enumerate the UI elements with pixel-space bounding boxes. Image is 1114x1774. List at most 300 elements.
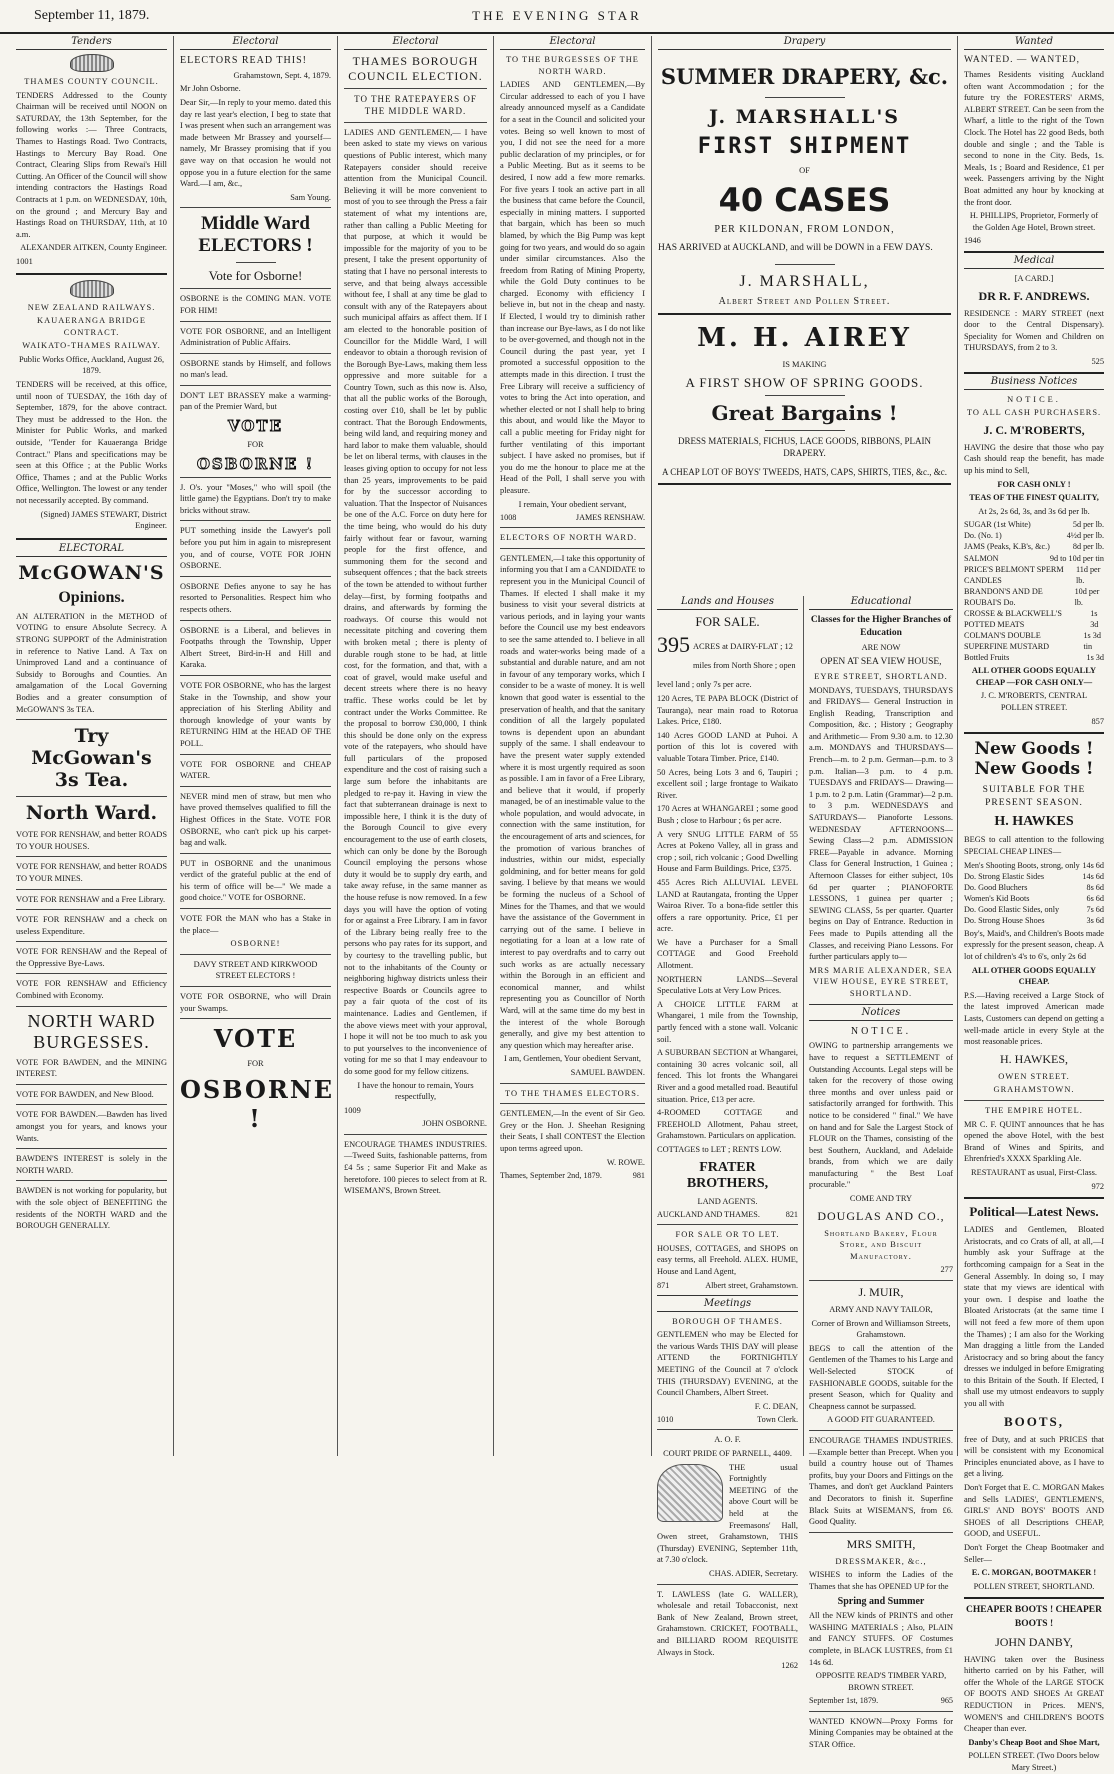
spring-show: A FIRST SHOW OF SPRING GOODS. [685, 374, 924, 390]
vote-item: VOTE FOR OSBORNE, who will Drain your Swamps. [180, 992, 331, 1013]
land-item: A CHOICE LITTLE FARM at Whangarei, 1 mile from the Township, partly fenced with a stone wall. Volcanic soil. [657, 999, 798, 1044]
sale-let-address: Albert street, Grahamstown. [705, 1280, 798, 1290]
land-item: 170 Acres at WHANGAREI ; some good Bush ; close to Harbour ; 6s per acre. [657, 804, 798, 825]
roberts-signature: J. C. M'ROBERTS, CENTRAL POLLEN STREET. [980, 691, 1088, 712]
lawless-ad: T. LAWLESS (late G. WALLER), wholesale and retail Tobacconist, next Bank of New Zealand, Brown street, Grahamstown. CRICKET, FOOTBALL, and BILLIARD ROOM REQUISITE Always in Stock. [657, 1589, 798, 1657]
issue-date: September 11, 1879. [34, 8, 150, 23]
letter-close: I remain, Your obedient servant, [518, 499, 627, 509]
vote-item: VOTE FOR RENSHAW and the Repeal of the Oppressive Bye-Laws. [16, 947, 167, 968]
hawkes-name: H. HAWKES [994, 814, 1074, 830]
muir-address: Corner of Brown and Williamson Streets, Grahamstown. [811, 1318, 951, 1340]
vote-item: VOTE FOR RENSHAW and a Free Library. [16, 894, 166, 904]
notice-heading: NOTICE. [850, 1025, 912, 1037]
restaurant-line: RESTAURANT as usual, First-Class. [971, 1167, 1097, 1177]
osborne-exclaim: OSBORNE! [230, 939, 281, 949]
mcgowan-body: AN ALTERATION in the METHOD of VOTING to ensure Absolute Secrecy. A STRONG SUPPORT of the Administration in reference to Native Land. A Tax on Unimproved Land and a continuance of Subsidy to Boroughs and Counties. An amalgamation of the Local Governing Bodies and a greater consumption of McGOWAN'S 3s TEA. [16, 611, 167, 714]
divider [775, 264, 835, 265]
roberts-name: J. C. M'ROBERTS, [983, 422, 1085, 437]
divider [180, 321, 331, 322]
hawkes-ps: P.S.—Having received a Large Stock of the latest improved American made Lasts, Customers can depend on getting a well-made article in every Style at the most reasonable prices. [964, 990, 1104, 1047]
middle-ward-heading: Middle Ward ELECTORS ! [198, 213, 313, 257]
ad-number: 525 [1091, 356, 1104, 366]
meeting-row [657, 1414, 798, 1425]
political-body: LADIES and Gentlemen, Bloated Aristocrats, and co Crats of all, at all,—I humbly ask your Suffrage at the forthcoming campaign for a Seat in the General Assembly. In doing so, I may state that my views are identical with your own. I despise and loathe the Bloated Aristocrats (at the same time I will not feed a few more of them upon the Thames) ; I am also for the Working Man dragging a little from the Landed Aristocracy and so bring about the fancy dresses we indulged in before Emigrating to this Britain of the South. If Elected, I shall use my utmost endeavors to supply you all with [964, 1225, 1104, 1409]
section-header: Wanted [964, 36, 1104, 50]
divider [16, 1148, 167, 1149]
lower-section [652, 596, 958, 1749]
price-row [964, 530, 1104, 541]
section-header: Electoral [500, 36, 645, 50]
shoe-value: 14s 6d [1082, 871, 1104, 881]
acreage-number: 395 [657, 632, 690, 657]
new-goods-headline: New Goods ! New Goods ! [974, 739, 1094, 780]
divider [16, 909, 167, 910]
card-label: [A CARD.] [1014, 274, 1054, 284]
section-header: Electoral [344, 36, 487, 50]
columns [10, 36, 1110, 1772]
divider [809, 1280, 953, 1281]
divider [16, 941, 167, 942]
big-vote-word: VOTE [213, 1024, 298, 1054]
smith-body-2: All the NEW kinds of PRINTS and other WASHING MATERIALS ; Also, PLAIN and FANCY STUFFS. OF Costumes complete, in BLACK LUSTRES, from £1 14s 6d. [809, 1611, 953, 1667]
classes-body: MONDAYS, TUESDAYS, THURSDAYS and FRIDAYS— General Instruction in English Reading, Transcription and Composition, &c. ; History ; Geography and Arithmetic— From 9.30 a.m. to 12.30 a.m. MONDAYS and THURSDAYS— French—m. to 2 p.m. German—p.m. to 3 p.m. Italian—3 p.m. to 4 p.m. TUESDAYS and FRIDAYS— Drawing—1 p.m. to 2 p.m. Latin (Grammar)—2 p.m. to 3 p.m. WEDNESDAYS and SATURDAYS— Pianoforte Lessons. WEDNESDAY AFTERNOONS— Sewing Class—2 p.m. ADMISSION FREE—Payable in advance. Morning Class for General Instruction, 1 Guinea ; Afternoon Classes for either subject, 10s 6d per quarter ; PIANOFORTE LESSONS, 1 guinea per quarter ; SEWING CLASS, 5s per quarter. Quarter begins on Day of Entrance. Reduction in Fees made to Pupils attending all the Classes, and receiving Piano Lessons. For further particulars apply to— [809, 685, 953, 962]
vote-item: VOTE FOR BAWDEN, and New Blood. [16, 1089, 154, 1099]
price-value: 8d per lb. [1072, 542, 1104, 552]
sale-let-heading: FOR SALE OR TO LET. [675, 1230, 780, 1240]
marshall-name: J. MARSHALL, [739, 272, 870, 290]
letter-signature: JOHN OSBORNE. [422, 1119, 487, 1129]
column-tenders [10, 36, 174, 1456]
vote-item: OSBORNE Defies anyone to say he has resorted to Personalities. Respect him who respects others. [180, 581, 331, 615]
shoe-list [964, 860, 1104, 926]
coat-of-arms-icon [70, 280, 114, 298]
cases-headline: 40 CASES [718, 180, 891, 219]
divider [809, 1711, 953, 1712]
frater-row [657, 1209, 798, 1220]
shoe-value: 6s 6d [1086, 893, 1104, 903]
office-place: Public Works Office, Auckland, August 26, 1879. [18, 354, 165, 376]
vote-item: VOTE FOR OSBORNE, and an Intelligent Administration of Public Affairs. [180, 326, 331, 348]
teas-heading: TEAS OF THE FINEST QUALITY, [969, 493, 1099, 503]
hawkes-body: BEGS to call attention to the following SPECIAL CHEAP LINES— [964, 835, 1104, 856]
vote-item: VOTE FOR RENSHAW, and better ROADS TO YOUR MINES. [16, 862, 167, 883]
tender-body: TENDERS Addressed to the County Chairman will be received until NOON on SATURDAY, the 13th September, for the following works :— Three Contracts, Thames to Hastings Road. Two Contracts, Hastings to Mercury Bay Road. One Contract, Clearing Slips from Rewai's Hill Cutting. An Officer of the Council will show intending contractors the Hastings Road Contracts at 1 p.m. on WEDNESDAY, 10th, on the ground ; and Mercury Bay and Hastings Road on THURSDAY, 11th, at 10 a.m. [16, 90, 167, 239]
letter-signature: SAMUEL BAWDEN. [570, 1067, 645, 1077]
divider [16, 1104, 167, 1105]
ad-number: 965 [940, 1696, 953, 1706]
borough-heading: BOROUGH OF THAMES. [672, 1316, 783, 1326]
letter-place: Thames, September 2nd, 1879. [500, 1171, 602, 1181]
empire-heading: THE EMPIRE HOTEL. [985, 1106, 1083, 1116]
price-row [964, 586, 1104, 608]
divider [16, 1084, 167, 1085]
shoe-value: 7s 6d [1086, 904, 1104, 914]
divider [180, 477, 331, 478]
phillips-signature: H. PHILLIPS, Proprietor, Formerly of the Golden Age Hotel, Brown street. [969, 211, 1099, 232]
smith-body: WISHES to inform the Ladies of the Thames that she has OPENED UP for the [809, 1570, 953, 1591]
column-electoral-north-ward [494, 36, 652, 1456]
divider [180, 954, 331, 955]
foresters-emblem-icon [657, 1464, 723, 1522]
divider [16, 856, 167, 857]
vote-item: OSBORNE is a Liberal, and believes in Footpaths through the Township, Upper Albert Street, Bird-in-H and Hill and Karaka. [180, 625, 331, 670]
frater-place: AUCKLAND AND THAMES. [657, 1210, 760, 1220]
divider [16, 1006, 167, 1007]
divider [658, 313, 951, 315]
letter-body: Dear Sir,—In reply to your memo. dated this day re last year's election, I beg to state that I was present when such an arrangement was made between Mr Brassey and yourself—namely, Mr Brassey promising that if you gave way on that occasion he would not oppose you in a future election for the same Ward.—I am, &c., [180, 97, 331, 189]
roberts-body: HAVING the desire that those who pay Cash should reap the benefit, has made up his mind to Sell, [964, 442, 1104, 475]
ad-number: 821 [785, 1210, 798, 1220]
masthead [0, 0, 1114, 34]
frater-title: LAND AGENTS. [697, 1196, 758, 1206]
shoe-row [964, 871, 1104, 882]
divider [500, 1083, 645, 1084]
meeting-title: Town Clerk. [757, 1415, 798, 1425]
marshall-address: Albert Street and Pollen Street. [718, 295, 891, 307]
vote-item: VOTE FOR BAWDEN.—Bawden has lived amongst you for years, and knows your Wants. [16, 1110, 167, 1143]
meeting-body: GENTLEMEN who may be Elected for the various Wards THIS DAY will please ATTEND the FORTNIGHTLY MEETING of the Council at 7 o'clock THIS (THURSDAY) EVENING, at the Council Chambers, Albert Street. [657, 1330, 798, 1398]
vote-item: DON'T LET BRASSEY make a warming-pan of the Premier Ward, but [180, 390, 331, 412]
smith-address: OPPOSITE READ'S TIMBER YARD, BROWN STREET. [815, 1671, 947, 1692]
big-for-word: FOR [247, 1059, 264, 1069]
cash-only: FOR CASH ONLY ! [997, 479, 1071, 489]
shoe-item: Men's Shooting Boots, strong, only [964, 860, 1080, 870]
wiseman-ad: ENCOURAGE THAMES INDUSTRIES.—Tweed Suits, fashionable patterns, from £4 5s ; same Superior Fit and Make as heretofore. 100 pieces to select from at R. WISEMAN'S, Brown Street. [344, 1139, 487, 1196]
land-item: 50 Acres, being Lots 3 and 6, Taupiri ; excellent soil ; large frontage to Waikato River. [657, 767, 798, 800]
section-header: ELECTORAL [16, 538, 167, 557]
tender-signature: ALEXANDER AITKEN, County Engineer. [20, 243, 167, 253]
bargains-headline: Great Bargains ! [711, 400, 898, 425]
divider [765, 395, 845, 396]
mcgowan-heading: McGOWAN'S [18, 561, 165, 584]
price-value: 1s 3d tin [1083, 630, 1101, 652]
land-item: ACRES at DAIRY-FLAT ; 12 miles from North Shore ; open level land ; only 7s per acre. [657, 642, 796, 689]
vote-item: VOTE FOR OSBORNE, who has the largest Stake in the Township, and show your appreciation of his Sterling Ability and thorough knowledge of your wants by RETURNING HIM at the HEAD OF THE POLL. [180, 680, 331, 748]
land-item: We have a Purchaser for a Small COTTAGE and Good Freehold Allotment. [657, 937, 798, 971]
divider [344, 122, 487, 123]
column-lands-houses [652, 596, 804, 1671]
price-value: 9d to 10d per tin [1049, 553, 1104, 563]
land-item: NORTHERN LANDS—Several Speculative Lots at Very Low Prices. [657, 974, 798, 996]
price-item: JAMS (Peaks, K.B's, &c.) [964, 542, 1050, 552]
divider [765, 430, 845, 431]
meeting-signature: F. C. DEAN, [754, 1401, 798, 1411]
divider [180, 620, 331, 621]
muir-body: BEGS to call the attention of the Gentlemen of the Thames to his Large and Well-Selected STOCK of FASHIONABLE GOODS, suitable for the present Season, which for Quality and Cheapness cannot be surpassed. [809, 1343, 953, 1411]
dont-forget: Don't Forget that E. C. MORGAN Makes and Sells LADIES', GENTLEMEN'S, GIRLS' AND BOYS' BOOTS AND SHOES of all Descriptions CHEAP, GOOD, and USEFUL. [964, 1483, 1104, 1539]
land-item: A very SNUG LITTLE FARM of 55 Acres at Pokeno Valley, all in grass and crop ; soil, rich volcanic ; Good Dwelling House and Farm Buildings. Price, £375. [657, 829, 798, 874]
divider [180, 986, 331, 987]
divider [809, 1532, 953, 1533]
vote-item: PUT in OSBORNE and the unanimous verdict of the grateful public at the end of his term of office will be—" We made a good choice." VOTE for OSBORNE. [180, 858, 331, 903]
divider [180, 385, 331, 386]
election-heading: THAMES BOROUGH COUNCIL ELECTION. [348, 54, 483, 83]
empire-body: MR C. F. QUINT announces that he has opened the above Hotel, with the best Brand of Wines and Spirits, and Ehrenfried's XXXX Sparkling Ale. [964, 1119, 1104, 1164]
encourage-ad: ENCOURAGE THAMES INDUSTRIES.—Example better than Precept. When you build a country house out of Thames profits, buy your Doors and Fittings on the Thames, and don't get Auckland Painters and Decorators to finish it. Superfine Black Suits at WISEMAN'S, from £6. Good Quality. [809, 1435, 953, 1527]
shoes-more: Boy's, Maid's, and Children's Boots made expressly for the present season, cheap. A lot of children's 4's to 6's, only 2s 6d [964, 928, 1105, 962]
divider [180, 786, 331, 787]
danby-body: HAVING taken over the Business hitherto carried on by his Father, will offer the Whole of the LARGE STOCK OF BOOTS AND SHOES At GREAT REDUCTION in Prices. MEN'S, WOMEN'S and CHILDREN'S BOOTS Cheaper than ever. [964, 1654, 1104, 1734]
divider [657, 1429, 798, 1430]
marshall-name: J. MARSHALL'S [709, 106, 900, 128]
wanted-body: Thames Residents visiting Auckland often want Accommodation ; for the future try the FORESTERS' ARMS, ALBERT STREET. Can be seen from the Wharf, a little to the right of the Town Clock. The Hotel has 22 good Beds, both double and single ; and the Table is second to none in the City. Beds, 1s. Meals, 1s ; Board and Residence, £1 per week. Passengers arriving by the Night Boat admitted any hour by knocking at the front door. [964, 70, 1104, 207]
divider [180, 288, 331, 289]
bridge-contract-heading: KAUAERANGA BRIDGE CONTRACT. [37, 316, 146, 337]
vote-item: VOTE FOR BAWDEN, and the MINING INTEREST. [16, 1057, 167, 1079]
price-item: BRANDON'S AND DE ROUBAI'S Do. [964, 586, 1043, 607]
section-header: Meetings [657, 1295, 798, 1312]
morgan-name: E. C. MORGAN, BOOTMAKER ! [971, 1568, 1097, 1578]
letter-signature: Sam Young. [290, 192, 331, 202]
price-row [964, 541, 1104, 552]
railways-heading: NEW ZEALAND RAILWAYS. [27, 302, 156, 312]
ad-number: 981 [632, 1171, 645, 1181]
divider [180, 754, 331, 755]
cash-heading: TO ALL CASH PURCHASERS. [966, 408, 1102, 418]
are-now-label: ARE NOW [861, 643, 901, 653]
arrived-line: HAS ARRIVED at AUCKLAND, and will be DOWN in a FEW DAYS. [658, 243, 933, 254]
price-value: 1s 3d [1086, 653, 1104, 663]
ad-number: 857 [1091, 716, 1104, 726]
ship-line: PER KILDONAN, FROM LONDON, [714, 223, 895, 235]
divider [16, 719, 167, 720]
price-row [964, 564, 1104, 586]
shoe-item: Do. Good Bluchers [964, 882, 1028, 892]
wanted-known-ad: WANTED KNOWN—Proxy Forms for Mining Companies may be obtained at the STAR Office. [809, 1716, 953, 1749]
letter-close: I have the honour to remain, Yours respectfully, [357, 1080, 474, 1102]
for-word: FOR [247, 440, 264, 450]
north-ward-heading: North Ward. [25, 802, 158, 825]
shoe-row [964, 904, 1104, 915]
section-header: Lands and Houses [657, 596, 798, 610]
vote-word: VOTE [227, 417, 284, 436]
column-electoral-osborne [174, 36, 338, 1456]
all-other-goods: ALL OTHER GOODS EQUALLY CHEAP. [971, 965, 1097, 987]
divider [16, 973, 167, 974]
divider [16, 889, 167, 890]
divider [964, 732, 1104, 734]
price-item: SALMON [964, 553, 999, 563]
boots-word: BOOTS, [1003, 1413, 1065, 1429]
sale-let-row [657, 1280, 798, 1291]
smith-row [809, 1695, 953, 1706]
court-body: THE usual Fortnightly MEETING of the above Court will be held at the Freemasons' Hall, Owen street, Grahamstown, THIS (Thursday) EVENING, September 11th, at 7.30 o'clock. [657, 1462, 798, 1565]
vote-item: VOTE FOR RENSHAW and Efficiency Combined with Economy. [16, 979, 167, 1001]
shoe-item: Do. Strong Elastic Sides [964, 871, 1045, 881]
hawkes-town: GRAHAMSTOWN. [993, 1085, 1075, 1095]
ad-number: 1009 [344, 1105, 361, 1115]
divider [180, 207, 331, 208]
land-item: 140 Acres GOOD LAND at Puhoi. A portion of this lot is covered with valuable Totara Timber. Price, £140. [657, 730, 798, 763]
column-drapery [652, 36, 958, 1749]
price-item: SUGAR (1st White) [964, 520, 1031, 530]
airey-name: M. H. AIREY [697, 323, 912, 354]
smith-date: September 1st, 1879. [809, 1696, 879, 1706]
divider [180, 1018, 331, 1019]
come-try-line: COME AND TRY [849, 1194, 913, 1204]
ad-number: 277 [940, 1265, 953, 1275]
tender-body: TENDERS will be received, at this office, until noon of TUESDAY, the 16th day of September, 1879, for the above contract. They must be addressed to the Hon. the Minister for Public Works, and marked outside, "Tender for Kauaeranga Bridge Contract." Plans and specifications may be seen at this Office ; at the Public Works Office, Thames ; and at the Public Works Office, Wellington. The lowest or any tender not necessarily accepted. By command. [16, 380, 167, 505]
divider [658, 483, 951, 485]
renshaw-letter: LADIES AND GENTLEMEN,—By Circular addressed to each of you I have already announced myself as a Candidate for a seat in the Council and solicited your votes. Being so well known to most of you, I did not see the need for a more public declaration of my principles, or for a Public Meeting. But as it seems to be desired, I now add a few more remarks. For five years I took an active part in all the business that came before the Council, especially in mining matters. I supported that bargain, which has been so much blamed, by which the Big Pump was kept going for two years, and would do so again under similar circumstances. Also the freedom from Rating of Mining Property, while the Gold Duty continues to be charged. Economy with efficiency I believe in, but not in the cheap and nasty. If Elected, I would try to diminish rather than increase our Bye-laws, as I do not like to be over-governed, and though not in the Council during the past year, yet I promoted a successful opposition to the attempts made in this direction. I trust the Free Library will receive a sufficiency of votes to bring the Act into operation, and whether elected or not I shall help to bring this about, and would like the Mayor to call a public meeting for Friday night for further ventilating of this important subject. I have asked no promises, but if you do me the honour to place me at the Head of the Poll, I shall serve you with pleasure. [500, 80, 645, 495]
ad-number: 1262 [781, 1661, 798, 1671]
teas-price: At 2s, 2s 6d, 3s, and 3s 6d per lb. [978, 506, 1090, 516]
divider [180, 576, 331, 577]
land-item: COTTAGES to LET ; RENTS LOW. [657, 1144, 782, 1154]
divider [964, 1197, 1104, 1199]
hawkes-name: H. HAWKES, [999, 1051, 1069, 1066]
price-row [964, 608, 1104, 630]
shoe-value: 3s 6d [1086, 915, 1104, 925]
shoe-row [964, 882, 1104, 893]
vote-item: BAWDEN is not working for popularity, but with the sole object of BENEFITING the residents of the NORTH WARD and the BOROUGH GENERALLY. [16, 1186, 167, 1231]
ratepayers-heading: TO THE RATEPAYERS OF THE MIDDLE WARD. [354, 94, 477, 117]
notice-body: OWING to partnership arrangements we have to request a SETTLEMENT of Outstanding Accounts. Legal steps will be taken for the recovery of those owing three months and over unless paid or satisfactorily arranged for forthwith. This notice to be considered " final." We have on hand and for Sale the Largest Stock of FLOUR on the Thames, consisting of the best Southern, Auckland, and Adelaide brands, from which we are daily manufacturing " the Best Loaf procurable." [809, 1041, 953, 1190]
price-item: COLMAN'S DOUBLE SUPERFINE MUSTARD [964, 630, 1050, 652]
electors-heading: ELECTORS OF NORTH WARD. [500, 533, 638, 543]
tender-heading: THAMES COUNTY COUNCIL. [24, 77, 159, 86]
divider [500, 548, 645, 549]
divider [809, 1430, 953, 1431]
tea-heading: Try McGowan's 3s Tea. [31, 725, 152, 792]
ad-number: 1946 [964, 236, 981, 246]
letter-body: LADIES AND GENTLEMEN,— I have been asked to state my views on various questions of Public interest, which many Ratepayers consider should receive attention from the Municipal Council. Believing it will be more convenient to most of you to see through the Press a fair statement of what my intentions are, rather than calling a Public Meeting for that purpose, at which it would be impossible for the majority of you to be present, I take the present opportunity of stating that I have no personal interests to serve, and that being always accessible without fee, I shall at any time be glad to consult with any of the Ratepayers about such municipal affairs as affect them. If I am elected to the honorable position of Councillor for the Middle Ward, I will endeavor to obtain a thorough revision of the Borough Bye-Laws, making them less oppressive and more suitable for a Country Town, such as this now is. Also, that all the public works of the Borough, costing over £10, shall be let by public contract. That the Borough Endowments, being wild land, and requiring money and hard labor to make them valuable, should be let on liberal terms, with clauses in the leases giving option to occupy for not less than 25 years, improvements to be paid for by the successor according to valuation. That the Inspector of Nuisances be one of the A.C. Force on duty here for the time being, who would do his duty fairly without fear or favour, warning people for the first offence, and summoning them for the second and subsequent offences ; that the back streets of the town be attended to without further delay—first, by forming footpaths and drains, and afterwards by forming the roadways. Of course this would not necessitate pitching and covering them with broken metal ; there is plenty of durable rough stone to be had, at little cost, for the formation, and that, with a coat of gravel, would make useful and decent streets where there is no heavy traffic. These works could be let by contract under the Works Committee. Re the proposal to borrow £30,000, I think this should be done only on the express vote of the ratepayers, who should have full particulars of the proposed expenditure and the cost of raising such a large sum before the inhabitants are pledged to re-pay it. Having in view the fact that subterranean drainage is next to impossible here, I think it is the duty of the Borough Council to give every encouragement to the use of earth closets, which can only be done by the Borough Council employing the persons whose duty it would be to supply dry earth, and take away refuse, in the same manner as the house refuse is now removed. In a few days you will have the option of voting for or against a Free Library. I am in favor of the Library being really free to the persons who pay rates for its support, and by courtesy to the travelling public, but not to the inhabitants of the County or neighboring highway districts unless their respective Boards or Councils agree to pay a fair quota of the cost of its maintenance. Ladies and Gentlemen, if the above views meet with your approval, I hope it will not be too much to ask you to put yourselves to the inconvenience of voting for me so that I may endeavour to do some good for my fellow citizens. [344, 127, 487, 1076]
burgesses-heading: NORTH WARD BURGESSES. [27, 1010, 156, 1052]
morgan-address: POLLEN STREET, SHORTLAND. [973, 1581, 1095, 1591]
letter-signature: JAMES RENSHAW. [575, 513, 645, 523]
price-value: 1s 3d [1090, 608, 1099, 629]
divider [657, 1224, 798, 1225]
court-signature: CHAS. ADIER, Secretary. [708, 1569, 798, 1578]
divider [964, 1100, 1104, 1101]
column-wanted-business [958, 36, 1110, 1772]
boots-body: free of Duty, and at such PRICES that will be consistent with my Economical Principles enunciated above, as I have to get a living. [964, 1434, 1104, 1479]
divider [16, 796, 167, 797]
vote-item: VOTE FOR RENSHAW, and better ROADS TO YOUR HOUSES. [16, 830, 167, 851]
section-header: Business Notices [964, 372, 1104, 390]
shoe-item: Do. Good Elastic Sides, only [964, 904, 1060, 914]
price-item: PRICE'S BELMONT SPERM CANDLES [964, 564, 1064, 585]
divider [16, 1180, 167, 1181]
divider [180, 353, 331, 354]
price-value: 11d per lb. [1075, 564, 1101, 585]
mcgowan-subheading: Opinions. [58, 588, 125, 606]
price-value: 4½d per lb. [1066, 531, 1104, 541]
ad-number: 1001 [16, 256, 33, 266]
political-heading: Political—Latest News. [969, 1204, 1099, 1220]
signature-row [500, 1170, 645, 1181]
price-list [964, 519, 1104, 663]
price-row [964, 630, 1104, 652]
danby-address: POLLEN STREET. (Two Doors below Mary Street.) [968, 1751, 1100, 1772]
douglas-name: DOUGLAS AND CO., [817, 1208, 945, 1223]
column-electoral-osborne-letter [338, 36, 494, 1456]
vote-item: VOTE FOR RENSHAW and a check on useless Expenditure. [16, 915, 167, 936]
first-shipment: FIRST SHIPMENT [697, 134, 912, 159]
divider [180, 853, 331, 854]
aof-heading: A. O. F. [714, 1435, 741, 1445]
for-sale-heading: FOR SALE. [695, 614, 760, 629]
land-item: 120 Acres, TE PAPA BLOCK (District of Tauranga), near main road to Rotorua Lakes. Price, £180. [657, 694, 798, 727]
coat-of-arms-icon [70, 54, 114, 72]
andrews-body: RESIDENCE : MARY STREET (next door to the Central Dispensary). Speciality for Women and Children on THURSDAYS, from 2 to 3. [964, 308, 1104, 353]
shoe-item: Women's Kid Boots [964, 893, 1030, 903]
shoe-item: Do. Strong House Shoes [964, 915, 1045, 925]
divider [765, 97, 845, 98]
ad-number: 871 [657, 1280, 670, 1290]
smith-name: MRS SMITH, [846, 1536, 916, 1551]
vote-item: PUT something inside the Lawyer's poll before you put him in again to misrepresent you, and of course, VOTE FOR JOHN OSBORNE. [180, 526, 331, 571]
electors-heading: TO THE THAMES ELECTORS. [505, 1088, 640, 1098]
shoe-value: 8s 6d [1086, 882, 1104, 892]
section-header: Medical [964, 251, 1104, 269]
osborne-word: OSBORNE ! [196, 454, 315, 473]
of-label: OF [799, 166, 810, 175]
classes-heading: Classes for the Higher Branches of Education [810, 615, 952, 639]
divider [500, 527, 645, 528]
letter-place: Grahamstown, Sept. 4, 1879. [233, 70, 331, 80]
divider [180, 908, 331, 909]
sale-let-body: HOUSES, COTTAGES, and SHOPS on easy terms, all Freehold. ALEX. HUME, House and Land Agent, [657, 1243, 798, 1276]
newspaper-title: THE EVENING STAR [472, 8, 642, 23]
ad-number: 1010 [657, 1415, 674, 1425]
vote-osborne-heading: Vote for Osborne! [208, 268, 303, 284]
open-at-line: OPEN AT SEA VIEW HOUSE, [820, 656, 942, 667]
price-item: CROSSE & BLACKWELL'S POTTED MEATS [964, 608, 1062, 629]
muir-name: J. MUIR, [858, 1285, 904, 1300]
vote-item: VOTE FOR the MAN who has a Stake in the place— [180, 914, 331, 935]
vote-item: NEVER mind men of straw, but men who have proved themselves qualified to fill the Highest Offices in the State. VOTE FOR OSBORNE, who can't pick up his carpet-bag and walk. [180, 791, 331, 848]
andrews-name: DR R. F. ANDREWS. [978, 288, 1090, 303]
price-value: 5d per lb. [1072, 520, 1104, 530]
vote-item: DAVY STREET AND KIRKWOOD STREET ELECTORS ! [193, 959, 318, 981]
land-item: 455 Acres Rich ALLUVIAL LEVEL LAND at Rautangata, fronting the Upper Wairoa River. To a bona-fide settler this offers a rare opportunity. Price, £1 per acre. [657, 877, 798, 934]
danby-name: JOHN DANBY, [995, 1634, 1073, 1649]
railway-heading: WAIKATO-THAMES RAILWAY. [22, 341, 161, 351]
shoe-value: 14s 6d [1082, 860, 1104, 870]
signature-row [500, 512, 645, 523]
dont-forget-2: Don't Forget the Cheap Bootmaker and Seller— [964, 1543, 1104, 1564]
notice-heading: NOTICE. [1007, 394, 1061, 404]
dress-materials: DRESS MATERIALS, FICHUS, LACE GOODS, RIBBONS, PLAIN DRAPERY. [677, 435, 932, 459]
letter-signature: W. ROWE. [606, 1157, 645, 1167]
section-header: Electoral [180, 36, 331, 50]
letter-close: I am, Gentlemen, Your obedient Servant, [504, 1054, 641, 1064]
divider [16, 273, 167, 275]
divider [180, 520, 331, 521]
drapery-headline: SUMMER DRAPERY, &c. [660, 64, 949, 89]
price-value: 10d per lb. [1074, 586, 1100, 607]
wanted-heading: WANTED. — WANTED, [964, 55, 1081, 65]
boys-tweeds: A CHEAP LOT OF BOYS' TWEEDS, HATS, CAPS, SHIRTS, TIES, &c., &c. [661, 466, 948, 477]
ad-number: 1008 [500, 513, 517, 523]
shoe-row [964, 893, 1104, 904]
price-row [964, 652, 1104, 663]
frater-name: FRATER BROTHERS, [686, 1159, 769, 1191]
section-header: Educational [809, 596, 953, 610]
classes-signature: MRS MARIE ALEXANDER, SEA VIEW HOUSE, EYRE STREET, SHORTLAND. [809, 965, 953, 998]
all-other-goods: ALL OTHER GOODS EQUALLY CHEAP —FOR CASH ONLY— [971, 666, 1097, 687]
big-osborne-word: OSBORNE ! [180, 1074, 335, 1133]
spring-summer: Spring and Summer [837, 1595, 925, 1607]
divider [236, 262, 276, 263]
divider [500, 1103, 645, 1104]
bawden-letter: GENTLEMEN,—I take this opportunity of informing you that I am a CANDIDATE to represent you in the Municipal Council of Thames. If elected I shall make it my business to visit your several districts at various periods, and in laying your wants before the Council use my best endeavors to see the same attended to. I believe in all roads and water-works being made of a substantial and durable nature, and am not in favour of any temporary works, which I consider to be a waste of money. It is well known that good water is essential to the preservation of health, and that the sanitary condition of all the largely populated towns is dependent upon an abundant supply of the same. I shall endeavour to have the present water supply extended where it is most urgently required as soon as possible. I am in favor of a Free Library, and believe that it would, if properly managed, be of an inestimable value to the whole population, and would advocate, in connection with the same institution, for the encouragement of arts and sciences, for the promotion of various branches of industries, within our midst, especially goldmining, and for better means for gold saving. I believe by that means we would be forming the nucleus of a School of Mines for the Thames, and that we would have the assistance of the Government in carrying out of the same. I believe in negotiating for a loan at a low rate of interest to pay overdrafts and to carry out such works as are actually necessary within the Borough in an efficient and economical manner, and whilst representing you as Councillor of North Ward, will at the same time do my best in the interest of the whole Borough generally, and give my best attention to any question which may hereafter arise. [500, 553, 645, 1050]
column-educational [804, 596, 958, 1749]
section-header: Notices [809, 1004, 953, 1021]
divider [657, 1584, 798, 1585]
vote-item: J. O's. your "Moses," who will spoil (the little game) the Egyptians. Don't try to make bricks without straw. [180, 482, 331, 515]
